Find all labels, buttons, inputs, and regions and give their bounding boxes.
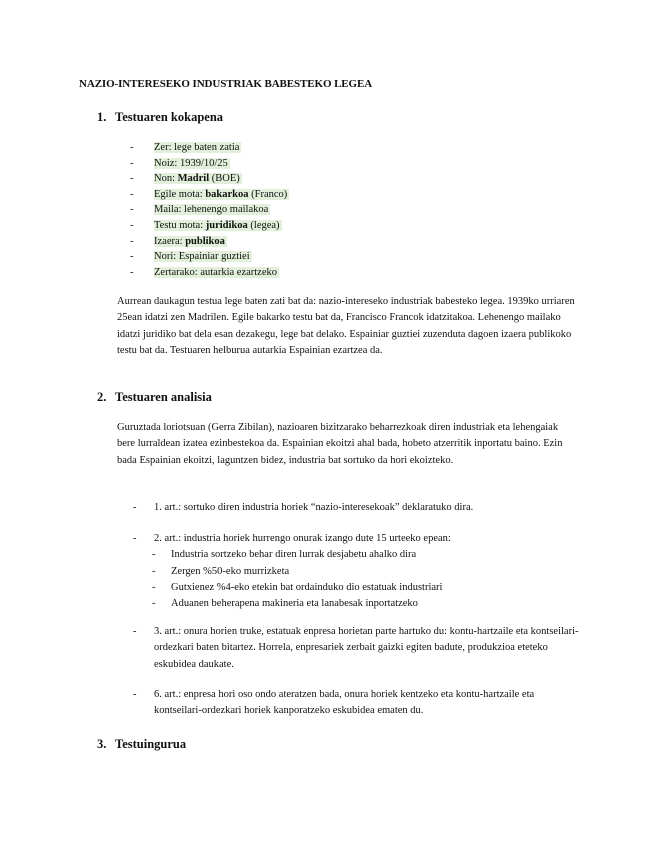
list-item: - Maila: lehenengo mailakoa [130,202,289,218]
list-item: - Zertarako: autarkia ezartzeko [130,265,289,281]
bullet-dash: - [152,581,156,593]
article-text: 1. art.: sortuko diren industria horiek “nazio-interesekoak” deklaratuko dira. [154,502,474,513]
list-item: - Noiz: 1939/10/25 [130,156,289,172]
bullet-dash: - [130,219,134,231]
list-item: - Aduanen beherapena makineria eta lanabesak inportatzeko [152,596,583,612]
section-heading-2 [97,389,212,405]
section-number: 3. [97,737,107,751]
paragraph-summary: Aurrean daukagun testua lege baten zati bat da: nazio-intereseko industriak babesteko legea. 1939ko urriaren 25ean idatzi zen Madrilen. Egile bakarko testu bat da, Francisco Francok idatzitakoa. Lehenengo mailako idatzi juridiko bat dela esan dezakegu, lege bat delako. Espainiar guztiei zuzenduta dagoen izaera publikoko testu bat da. Testuaren helburua autarkia Espainian ezartzea da. [117,296,575,356]
list-item: - Nori: Espainiar guztiei [130,249,289,265]
section-title: Testuingurua [115,737,187,751]
bullet-dash: - [130,157,134,169]
bullet-dash: - [130,188,134,200]
bullet-dash: - [152,598,156,610]
list-item: - Non: Madril (BOE) [130,171,289,187]
article-item-2 [133,531,583,612]
article-text: 3. art.: onura horien truke, estatuak enpresa horietan parte hartuko du: kontu-hartzaile eta kontseilari-ordezkari baten bitartez. Horrela, enpresariek zerbait gaizki egiten badute, produkzioa eteteko eskubidea daukate. [154,626,579,670]
list-item: - Egile mota: bakarkoa (Franco) [130,187,289,203]
bullet-dash: - [130,173,134,185]
section-title: Testuaren analisia [115,390,212,404]
section-number: 2. [97,390,107,404]
list-item: - Gutxienez %4-eko etekin bat ordainduko dio estatuak industriari [152,580,583,596]
section-number: 1. [97,110,107,124]
article-text: 2. art.: industria horiek hurrengo onurak izango dute 15 urteeko epean: [154,533,451,544]
section-heading-1 [97,109,223,125]
facts-list [130,140,289,280]
bullet-dash: - [130,204,134,216]
bullet-dash: - [133,689,137,700]
bullet-dash: - [152,549,156,561]
bullet-dash: - [133,502,137,513]
list-item: - Testu mota: juridikoa (legea) [130,218,289,234]
article-item-1 [133,500,583,516]
list-item: - Zergen %50-eko murrizketa [152,564,583,580]
document-title: NAZIO-INTERESEKO INDUSTRIAK BABESTEKO LEGEA [79,78,373,90]
article-item-6 [133,687,583,720]
bullet-dash: - [130,251,134,263]
benefits-list [152,547,583,612]
section-heading-3 [97,736,186,752]
bullet-dash: - [133,626,137,637]
bullet-dash: - [152,565,156,577]
article-item-3 [133,624,583,673]
list-item: - Industria sortzeko behar diren lurrak desjabetu ahalko dira [152,547,583,563]
bullet-dash: - [130,235,134,247]
bullet-dash: - [130,142,134,153]
list-item: - Izaera: publikoa [130,234,289,250]
bullet-dash: - [130,266,134,278]
article-text: 6. art.: enpresa hori oso ondo ateratzen bada, onura horiek kentzeko eta kontu-hartzaile eta kontseilari-ordezkari horiek kanporatzeko eskubidea ematen du. [154,689,535,717]
section-title: Testuaren kokapena [115,110,224,124]
paragraph-analysis: Guruztada loriotsuan (Gerra Zibilan), nazioaren bizitzarako beharrezkoak diren industriak eta lehengaiak bere lurraldean izatea ezinbestekoa da. Espainian ekoitzi ahal bada, hobeto atzerritik inportatu baino. Ezin bada Espainian ekoitzi, laguntzen bidez, industria bat sortuko da hori ekoizteko. [117,422,563,466]
list-item: - Zer: lege baten zatia [130,140,289,156]
bullet-dash: - [133,533,137,544]
